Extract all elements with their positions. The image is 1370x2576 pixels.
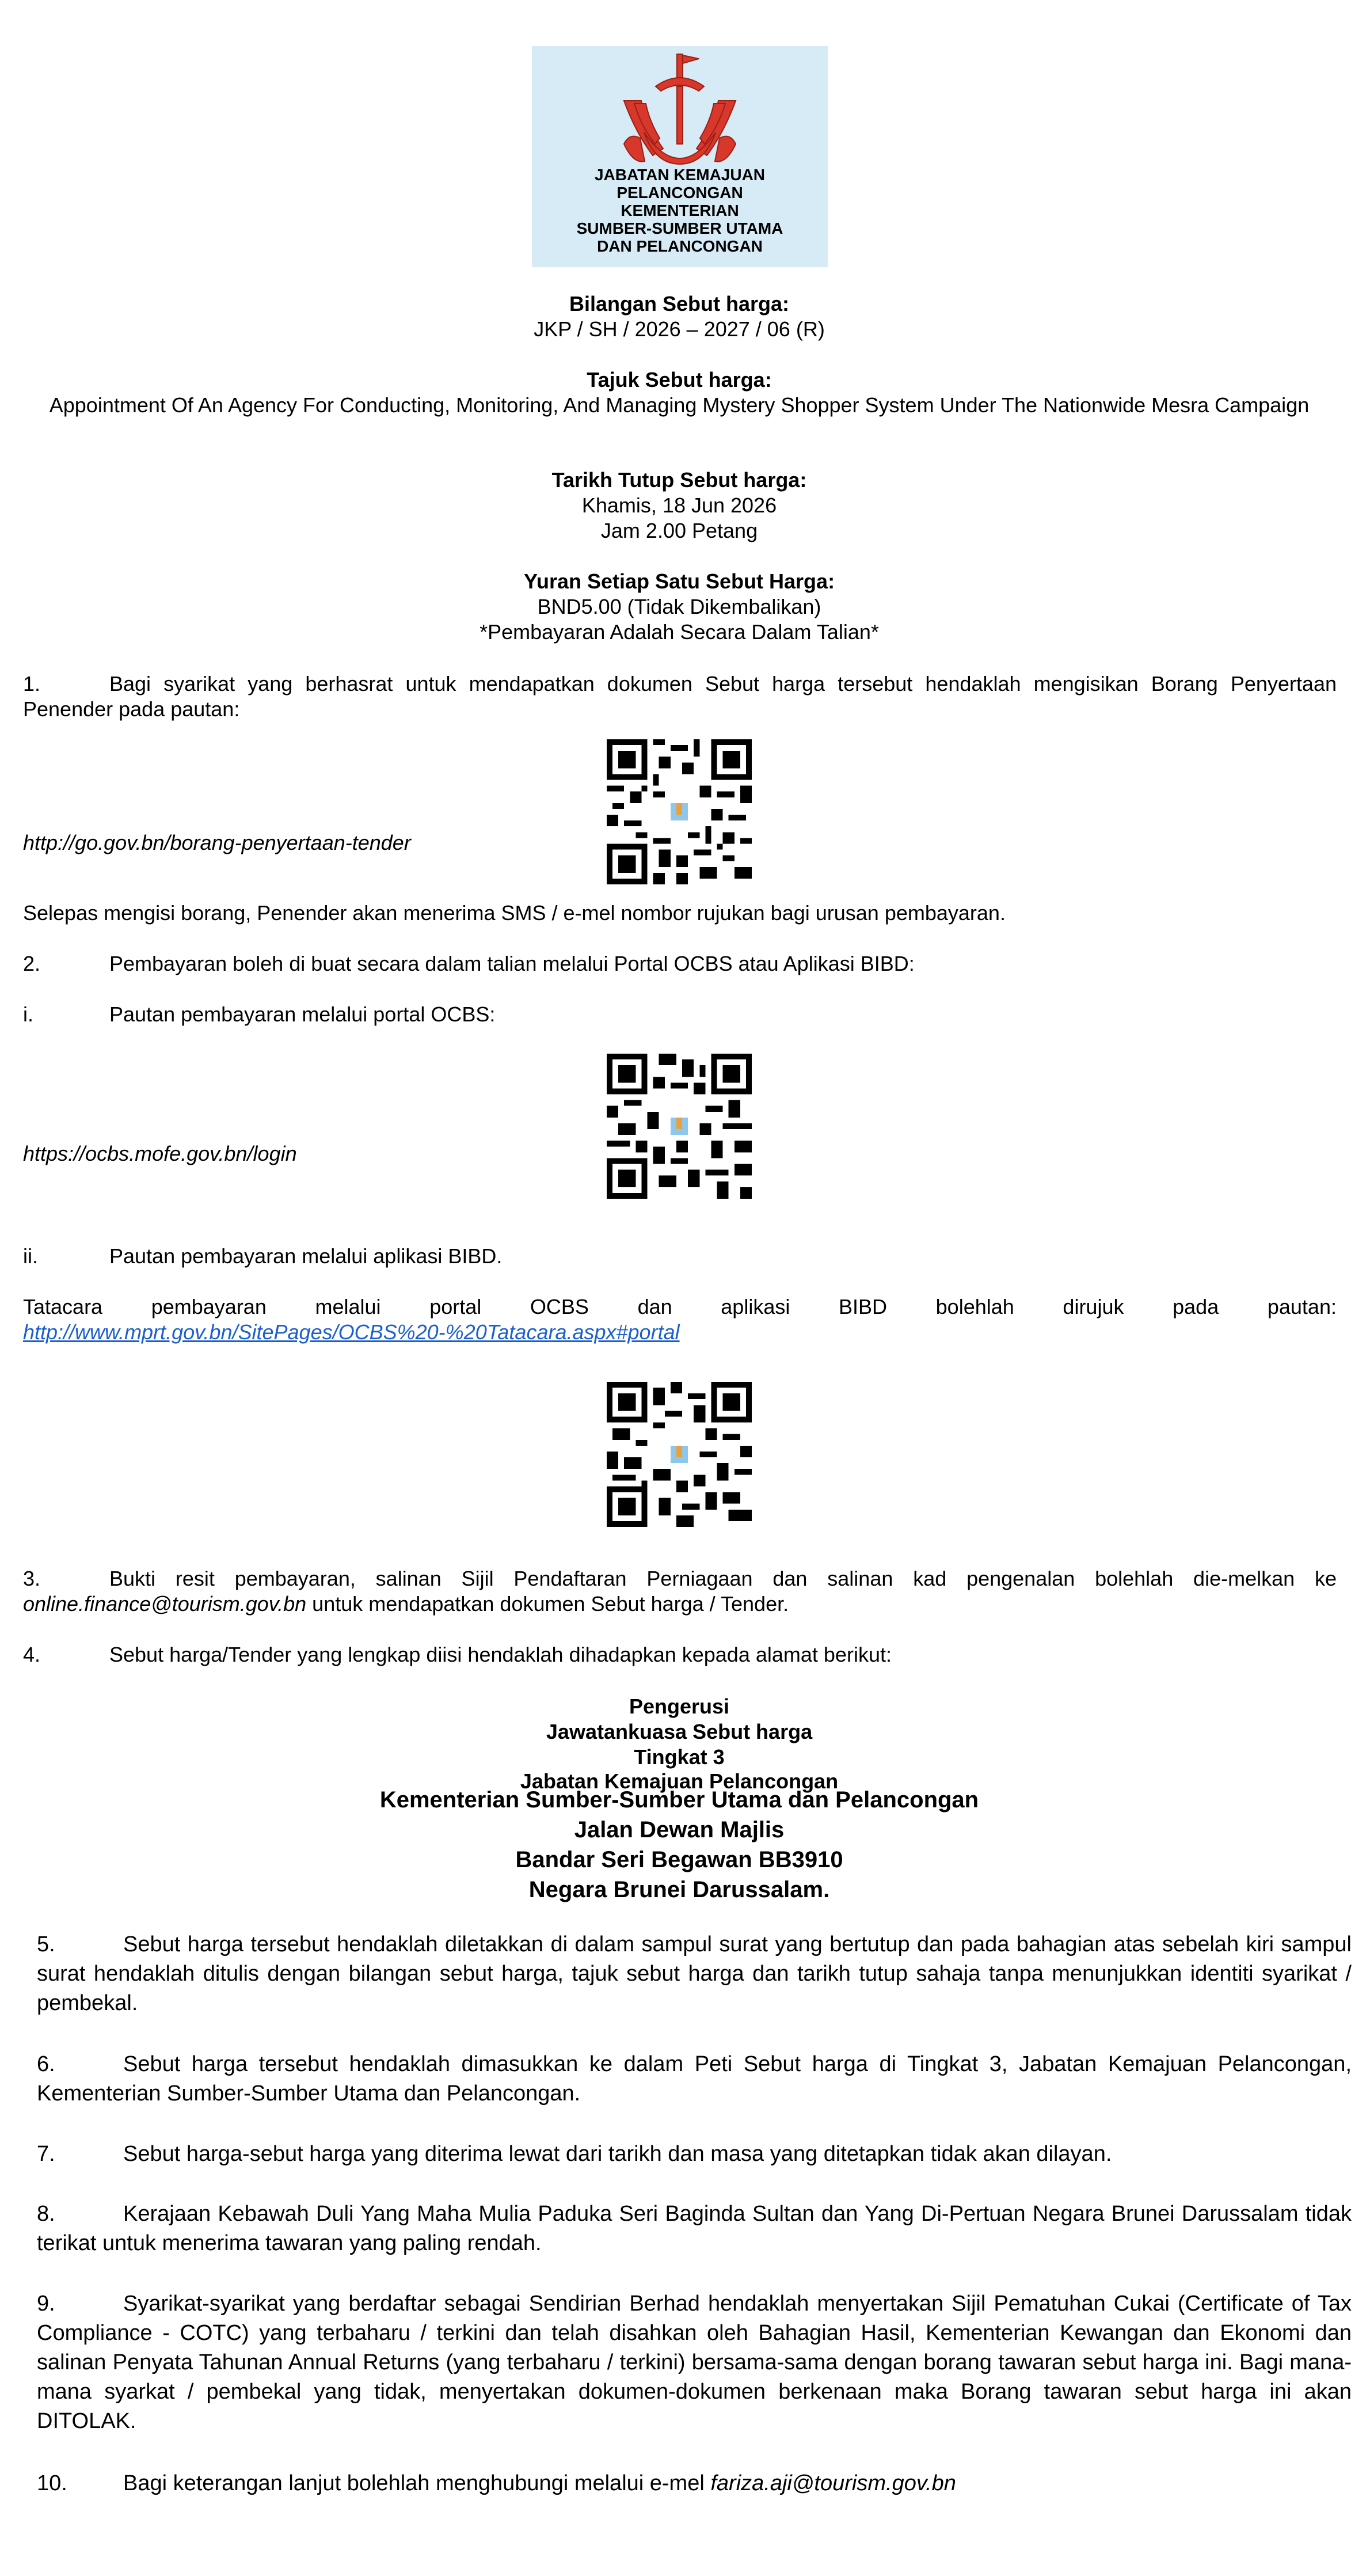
section-number: 8. [37, 2202, 55, 2226]
logo-line: KEMENTERIAN [621, 202, 739, 219]
tatacara-word: Tatacara [23, 1295, 103, 1319]
section-8 [37, 2199, 1352, 2258]
address-line: Jabatan Kemajuan Pelancongan [520, 1769, 839, 1793]
section-4-number: 4. [23, 1643, 41, 1666]
section-6 [37, 2050, 1352, 2108]
address-line: Kementerian Sumber-Sumber Utama dan Pelancongan [379, 1787, 979, 1813]
section-number: 5. [37, 1932, 55, 1956]
section-number: 9. [37, 2292, 55, 2316]
section-text-2: untuk mendapatkan dokumen Sebut harga / Tender. [312, 1592, 789, 1616]
section-9 [37, 2289, 1352, 2436]
logo-line: JABATAN KEMAJUAN [594, 166, 766, 184]
address-line: Jalan Dewan Majlis [574, 1817, 785, 1842]
brunei-crest-icon [532, 46, 828, 178]
section-text: Bagi syarikat yang berhasrat untuk mendapatkan dokumen Sebut harga tersebut hendaklah mengisikan Borang Penyertaan Penender pada pautan: [23, 672, 1337, 721]
section-text: Syarikat-syarikat yang berdaftar sebagai Sendirian Berhad hendaklah menyertakan Sijil Pematuhan Cukai (Certificate of Tax Compliance - COTC) yang terbaharu / terkini dan telah disahkan oleh Bahagian Hasil, Kementerian Kewangan dan Ekonomi dan salinan Penyata Tahunan Annual Returns (yang terbaharu / terkini) bersama-sama dengan borang tawaran sebut harga ini. Bagi mana-mana syarkat / pembekal yang tidak, menyertakan dokumen-dokumen berkenaan maka Borang tawaran sebut harga ini akan DITOLAK. [37, 2292, 1352, 2433]
tarikh-time: Jam 2.00 Petang [600, 519, 758, 542]
section-2-number: 2. [23, 952, 41, 975]
section-1 [23, 671, 1337, 722]
section-2-i-text: Pautan pembayaran melalui portal OCBS: [109, 1002, 496, 1026]
section-4-text: Sebut harga/Tender yang lengkap diisi hendaklah dihadapkan kepada alamat berikut: [109, 1643, 892, 1666]
address-line: Bandar Seri Begawan BB3910 [515, 1847, 843, 1872]
section-2-i-number: i. [23, 1002, 33, 1026]
bilangan-value: JKP / SH / 2026 – 2027 / 06 (R) [534, 317, 825, 341]
ocbs-link[interactable]: https://ocbs.mofe.gov.bn/login [23, 1142, 297, 1165]
section-text: Bagi keterangan lanjut bolehlah menghubungi melalui e-mel [123, 2471, 705, 2495]
tarikh-label: Tarikh Tutup Sebut harga: [551, 468, 807, 492]
section-number: 6. [37, 2052, 55, 2076]
section-5 [37, 1930, 1352, 2018]
section-number: 7. [37, 2142, 55, 2166]
contact-email[interactable]: fariza.aji@tourism.gov.bn [710, 2471, 956, 2495]
address-line: Negara Brunei Darussalam. [528, 1877, 830, 1902]
finance-email[interactable]: online.finance@tourism.gov.bn [23, 1592, 307, 1616]
section-text: Sebut harga tersebut hendaklah dimasukkan ke dalam Peti Sebut harga di Tingkat 3, Jabatan Kemajuan Pelancongan, Kementerian Sumber-Sumber Utama dan Pelancongan. [37, 2052, 1352, 2106]
tatacara-word: aplikasi [721, 1295, 790, 1319]
tatacara-word: melalui [315, 1295, 381, 1319]
section-text: Sebut harga tersebut hendaklah diletakkan di dalam sampul surat yang bertutup dan pada bahagian atas sebelah kiri sampul surat hendaklah ditulis dengan bilangan sebut harga, tajuk sebut harga dan tarikh tutup sahaja tanpa menunjukkan identiti syarikat / pembekal. [37, 1932, 1352, 2015]
tarikh-day: Khamis, 18 Jun 2026 [581, 493, 777, 517]
tatacara-link[interactable]: http://www.mprt.gov.bn/SitePages/OCBS%20-%20Tatacara.aspx#portal [23, 1320, 680, 1344]
tatacara-word: portal [429, 1295, 482, 1319]
bilangan-label: Bilangan Sebut harga: [569, 292, 790, 316]
tatacara-word: dirujuk [1063, 1295, 1124, 1319]
tajuk-label: Tajuk Sebut harga: [587, 368, 772, 392]
section-number: 10. [37, 2471, 67, 2495]
address-line: Jawatankuasa Sebut harga [546, 1720, 813, 1743]
qr-code-ocbs-icon [607, 1054, 752, 1199]
logo-line: PELANCONGAN [616, 184, 743, 202]
tatacara-word: bolehlah [935, 1295, 1014, 1319]
logo-line: SUMBER-SUMBER UTAMA [576, 219, 783, 237]
section-text: Sebut harga-sebut harga yang diterima lewat dari tarikh dan masa yang ditetapkan tidak akan dilayan. [123, 2142, 1112, 2166]
section-number: 3. [23, 1567, 41, 1590]
yuran-note: *Pembayaran Adalah Secara Dalam Talian* [479, 620, 879, 644]
yuran-label: Yuran Setiap Satu Sebut Harga: [523, 569, 835, 593]
section-3 [23, 1566, 1337, 1617]
section-2-text: Pembayaran boleh di buat secara dalam talian melalui Portal OCBS atau Aplikasi BIBD: [109, 952, 915, 975]
section-10 [37, 2469, 1352, 2498]
address-line: Pengerusi [629, 1694, 730, 1718]
yuran-value: BND5.00 (Tidak Dikembalikan) [537, 595, 821, 618]
tatacara-word: pembayaran [151, 1295, 267, 1319]
section-text: Bukti resit pembayaran, salinan Sijil Pendaftaran Perniagaan dan salinan kad pengenalan bolehlah die-melkan ke [109, 1567, 1337, 1590]
logo-text [532, 166, 828, 255]
borang-link[interactable]: http://go.gov.bn/borang-penyertaan-tender [23, 831, 411, 854]
tatacara-word: BIBD [838, 1295, 888, 1319]
tatacara-word: pautan: [1267, 1295, 1337, 1319]
section-text: Kerajaan Kebawah Duli Yang Maha Mulia Paduka Seri Baginda Sultan dan Yang Di-Pertuan Negara Brunei Darussalam tidak terikat untuk menerima tawaran yang paling rendah. [37, 2202, 1352, 2255]
tatacara-word: dan [637, 1295, 672, 1319]
tatacara-text [23, 1294, 1337, 1320]
qr-code-tatacara-icon [607, 1382, 752, 1527]
section-2-ii-text: Pautan pembayaran melalui aplikasi BIBD. [109, 1244, 503, 1268]
address-line: Tingkat 3 [634, 1745, 725, 1769]
department-logo [532, 46, 828, 267]
tajuk-value: Appointment Of An Agency For Conducting, Monitoring, And Managing Mystery Shopper System Under The Nationwide Mesra Campaign [49, 393, 1310, 417]
section-number: 1. [23, 672, 41, 696]
logo-line: DAN PELANCONGAN [597, 237, 763, 255]
section-1-after: Selepas mengisi borang, Penender akan menerima SMS / e-mel nombor rujukan bagi urusan pembayaran. [23, 901, 1006, 925]
section-7 [37, 2140, 1352, 2169]
tatacara-word: pada [1173, 1295, 1219, 1319]
qr-code-borang-icon [607, 739, 752, 884]
tatacara-word: OCBS [530, 1295, 589, 1319]
section-2-ii-number: ii. [23, 1244, 38, 1268]
